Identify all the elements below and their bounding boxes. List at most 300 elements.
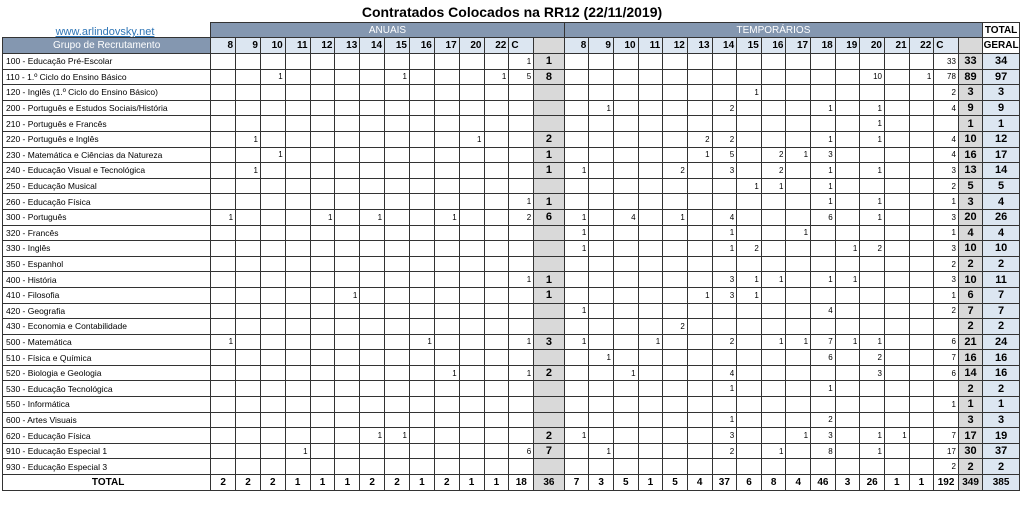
temporarios-cell: 1 [934, 287, 959, 303]
anuais-cell [434, 163, 459, 179]
anuais-total: 1 [459, 475, 484, 491]
temporarios-cell [786, 100, 811, 116]
temporarios-cell [687, 85, 712, 101]
anuais-cell [459, 241, 484, 257]
anuais-cell [459, 303, 484, 319]
temporarios-cell [613, 69, 638, 85]
anuais-cell [211, 54, 236, 70]
temporarios-cell [663, 131, 688, 147]
temporarios-cell [613, 116, 638, 132]
anuais-cell [260, 194, 285, 210]
anuais-cell [310, 428, 335, 444]
anuais-cell [360, 256, 385, 272]
temporarios-cell [909, 178, 934, 194]
temporarios-cell [687, 350, 712, 366]
temporarios-cell [835, 100, 860, 116]
anuais-cell [409, 256, 434, 272]
temporarios-cell [811, 319, 836, 335]
temporarios-cell [737, 334, 762, 350]
temporarios-cell [638, 459, 663, 475]
row-total: 26 [983, 209, 1020, 225]
temporarios-cell [909, 225, 934, 241]
temporarios-cell: 1 [885, 428, 910, 444]
table-row [3, 209, 1020, 225]
anuais-cell [310, 303, 335, 319]
row-total: 4 [983, 194, 1020, 210]
temporarios-cell [663, 381, 688, 397]
table-row [3, 69, 1020, 85]
anuais-cell [236, 100, 261, 116]
temporarios-cell [811, 116, 836, 132]
anuais-cell [409, 116, 434, 132]
anuais-subtotal: 1 [534, 194, 564, 210]
anuais-cell [285, 428, 310, 444]
total-header: TOTAL [983, 23, 1020, 38]
temporarios-cell [589, 241, 614, 257]
temporarios-cell [663, 459, 688, 475]
anuais-cell: 1 [409, 334, 434, 350]
anuais-cell [484, 459, 509, 475]
temporarios-cell: 1 [835, 272, 860, 288]
anuais-cell [211, 131, 236, 147]
temporarios-subtotal: 16 [958, 147, 982, 163]
temporarios-cell [613, 397, 638, 413]
temporarios-cell [761, 194, 786, 210]
temporarios-subtotal: 10 [958, 131, 982, 147]
anuais-cell [484, 319, 509, 335]
temporarios-cell [835, 131, 860, 147]
temporarios-cell [860, 412, 885, 428]
anuais-cell [335, 69, 360, 85]
anuais-cell [236, 365, 261, 381]
temporarios-cell: 3 [934, 241, 959, 257]
temporarios-cell [564, 85, 589, 101]
temporarios-cell [909, 350, 934, 366]
anuais-cell [211, 443, 236, 459]
temporarios-cell [786, 241, 811, 257]
anuais-cell [335, 225, 360, 241]
temporarios-cell: 78 [934, 69, 959, 85]
anuais-cell [459, 209, 484, 225]
row-total: 97 [983, 69, 1020, 85]
anuais-cell [459, 334, 484, 350]
anuais-cell [285, 147, 310, 163]
temporarios-cell [885, 334, 910, 350]
website-link[interactable]: www.arlindovsky.net [55, 26, 155, 38]
temporarios-cell [909, 131, 934, 147]
header-band-row [3, 23, 1020, 38]
temporarios-cell [687, 163, 712, 179]
temporarios-cell [687, 397, 712, 413]
temporarios-cell [835, 69, 860, 85]
temporarios-cell [687, 241, 712, 257]
anuais-cell [509, 287, 534, 303]
anuais-cell [434, 319, 459, 335]
anuais-cell [509, 163, 534, 179]
temporarios-cell [811, 54, 836, 70]
anuais-cell [310, 412, 335, 428]
temporarios-subtotal: 3 [958, 85, 982, 101]
anuais-cell [360, 131, 385, 147]
table-row [3, 241, 1020, 257]
temporarios-cell [638, 116, 663, 132]
anuais-cell [409, 209, 434, 225]
temporarios-subtotal: 2 [958, 319, 982, 335]
temporarios-cell [761, 69, 786, 85]
anuais-cell [335, 334, 360, 350]
temporarios-subtotal: 33 [958, 54, 982, 70]
temporarios-cell [638, 365, 663, 381]
temporarios-cell [909, 412, 934, 428]
anuais-cell [211, 381, 236, 397]
anuais-cell [285, 69, 310, 85]
temporarios-cell [687, 412, 712, 428]
temporarios-cell [638, 319, 663, 335]
temporarios-cell [589, 209, 614, 225]
table-row [3, 334, 1020, 350]
temporarios-cell [909, 54, 934, 70]
temporarios-cell [589, 163, 614, 179]
anuais-cell [360, 225, 385, 241]
anuais-cell [335, 163, 360, 179]
table-row [3, 428, 1020, 444]
temporarios-cell [909, 428, 934, 444]
anuais-cell [459, 397, 484, 413]
temporarios-cell [811, 256, 836, 272]
temporarios-cell [737, 412, 762, 428]
group-name: 330 - Inglês [3, 241, 211, 257]
temporarios-cell [885, 54, 910, 70]
row-total: 7 [983, 287, 1020, 303]
geral-header: GERAL [983, 38, 1020, 54]
anuais-subtotal [534, 85, 564, 101]
anuais-cell [385, 319, 410, 335]
anuais-cell [260, 443, 285, 459]
table-row [3, 443, 1020, 459]
temporarios-cell [712, 459, 737, 475]
row-total: 2 [983, 319, 1020, 335]
anuais-cell: 1 [211, 334, 236, 350]
temporarios-cell: 5 [712, 147, 737, 163]
anuais-cell [236, 381, 261, 397]
temporarios-cell [564, 131, 589, 147]
anuais-cell [409, 85, 434, 101]
temporarios-subtotal: 3 [958, 194, 982, 210]
temporarios-cell [737, 350, 762, 366]
group-name: 240 - Educação Visual e Tecnológica [3, 163, 211, 179]
anuais-cell [385, 163, 410, 179]
temporarios-total: 46 [811, 475, 836, 491]
anuais-cell [484, 397, 509, 413]
anuais-cell [236, 397, 261, 413]
anuais-cell [459, 163, 484, 179]
temporarios-cell [737, 194, 762, 210]
group-name: 210 - Português e Francês [3, 116, 211, 132]
temporarios-cell [638, 85, 663, 101]
anuais-cell [236, 350, 261, 366]
anuais-cell [211, 116, 236, 132]
temporarios-col-header: 16 [761, 38, 786, 54]
group-name: 520 - Biologia e Geologia [3, 365, 211, 381]
temporarios-cell [835, 459, 860, 475]
temporarios-cell [638, 381, 663, 397]
anuais-cell [484, 350, 509, 366]
anuais-col-header: 13 [335, 38, 360, 54]
anuais-cell [310, 397, 335, 413]
temporarios-cell [737, 116, 762, 132]
anuais-col-header: C [509, 38, 534, 54]
anuais-cell: 1 [236, 163, 261, 179]
anuais-cell [360, 178, 385, 194]
temporarios-cell: 1 [811, 163, 836, 179]
anuais-cell [236, 69, 261, 85]
anuais-cell [335, 85, 360, 101]
anuais-subtotal: 2 [534, 131, 564, 147]
temporarios-cell [589, 303, 614, 319]
row-total: 2 [983, 256, 1020, 272]
temporarios-cell [564, 54, 589, 70]
table-row [3, 365, 1020, 381]
row-total: 2 [983, 381, 1020, 397]
anuais-cell [484, 412, 509, 428]
temporarios-col-header: 15 [737, 38, 762, 54]
anuais-cell [260, 85, 285, 101]
row-total: 17 [983, 147, 1020, 163]
temporarios-cell [564, 147, 589, 163]
temporarios-cell [786, 365, 811, 381]
temporarios-cell [589, 334, 614, 350]
temporarios-cell [712, 319, 737, 335]
table-row [3, 287, 1020, 303]
anuais-total: 2 [260, 475, 285, 491]
table-row [3, 303, 1020, 319]
anuais-cell [484, 428, 509, 444]
temporarios-total: 3 [835, 475, 860, 491]
anuais-cell [434, 428, 459, 444]
temporarios-subtotal: 17 [958, 428, 982, 444]
anuais-cell [409, 412, 434, 428]
totals-row [3, 475, 1020, 491]
temporarios-cell [786, 272, 811, 288]
anuais-cell: 1 [484, 69, 509, 85]
temporarios-cell [589, 412, 614, 428]
anuais-cell [459, 287, 484, 303]
temporarios-cell: 3 [934, 272, 959, 288]
table-row [3, 147, 1020, 163]
temporarios-cell [638, 443, 663, 459]
anuais-cell [285, 350, 310, 366]
temporarios-cell [860, 397, 885, 413]
anuais-cell [211, 272, 236, 288]
group-name: 400 - História [3, 272, 211, 288]
temporarios-cell [786, 116, 811, 132]
anuais-cell [285, 256, 310, 272]
temporarios-cell [613, 54, 638, 70]
anuais-cell [236, 116, 261, 132]
temporarios-cell [589, 69, 614, 85]
temporarios-cell: 1 [761, 272, 786, 288]
anuais-subtotal: 3 [534, 334, 564, 350]
anuais-cell [360, 350, 385, 366]
anuais-total: 1 [484, 475, 509, 491]
row-total: 5 [983, 178, 1020, 194]
temporarios-cell [835, 147, 860, 163]
temporarios-col-header: 18 [811, 38, 836, 54]
temporarios-cell [909, 209, 934, 225]
temporarios-cell: 7 [934, 428, 959, 444]
temporarios-total: 5 [663, 475, 688, 491]
anuais-cell [434, 272, 459, 288]
anuais-cell [360, 69, 385, 85]
temporarios-cell [885, 303, 910, 319]
anuais-cell [385, 397, 410, 413]
temporarios-cell [712, 303, 737, 319]
temporarios-cell [589, 131, 614, 147]
group-name: 420 - Geografia [3, 303, 211, 319]
temporarios-cell [564, 116, 589, 132]
temporarios-cell [663, 100, 688, 116]
temporarios-cell: 1 [860, 209, 885, 225]
anuais-cell [211, 397, 236, 413]
temporarios-cell [835, 116, 860, 132]
temporarios-cell [564, 287, 589, 303]
temporarios-cell [663, 287, 688, 303]
anuais-cell [509, 241, 534, 257]
anuais-subtotal [534, 397, 564, 413]
temporarios-total: 7 [564, 475, 589, 491]
temporarios-cell [934, 319, 959, 335]
anuais-cell: 1 [509, 272, 534, 288]
anuais-cell [236, 459, 261, 475]
anuais-cell: 2 [509, 209, 534, 225]
temporarios-cell [613, 100, 638, 116]
temporarios-cell [909, 147, 934, 163]
temporarios-subtotal: 5 [958, 178, 982, 194]
header-blank-cell [3, 23, 211, 38]
temporarios-cell [638, 303, 663, 319]
temporarios-subtotal: 13 [958, 163, 982, 179]
row-total: 4 [983, 225, 1020, 241]
anuais-cell [236, 147, 261, 163]
temporarios-cell [934, 116, 959, 132]
temporarios-cell: 1 [687, 287, 712, 303]
anuais-cell [211, 100, 236, 116]
table-row [3, 178, 1020, 194]
anuais-cell [260, 272, 285, 288]
temporarios-col-header: 19 [835, 38, 860, 54]
anuais-cell [211, 147, 236, 163]
anuais-cell [409, 241, 434, 257]
anuais-cell [335, 397, 360, 413]
anuais-cell [409, 319, 434, 335]
temporarios-cell [613, 256, 638, 272]
anuais-col-header: 12 [310, 38, 335, 54]
group-name: 910 - Educação Especial 1 [3, 443, 211, 459]
temporarios-cell [909, 287, 934, 303]
temporarios-cell: 1 [712, 225, 737, 241]
temporarios-cell: 2 [934, 256, 959, 272]
temporarios-cell [663, 225, 688, 241]
anuais-cell [285, 209, 310, 225]
temporarios-cell [638, 131, 663, 147]
row-total: 37 [983, 443, 1020, 459]
temporarios-total: 1 [638, 475, 663, 491]
temporarios-cell [761, 100, 786, 116]
anuais-subtotal: 2 [534, 365, 564, 381]
temporarios-cell: 3 [811, 147, 836, 163]
temporarios-cell [885, 256, 910, 272]
temporarios-cell [613, 85, 638, 101]
anuais-cell [434, 100, 459, 116]
table-row [3, 412, 1020, 428]
anuais-cell [310, 225, 335, 241]
anuais-cell [434, 412, 459, 428]
anuais-cell [310, 350, 335, 366]
anuais-cell [310, 256, 335, 272]
temporarios-subtotal: 2 [958, 381, 982, 397]
temporarios-cell [663, 443, 688, 459]
temporarios-cell: 8 [811, 443, 836, 459]
temporarios-cell [638, 428, 663, 444]
anuais-cell [409, 54, 434, 70]
temporarios-cell [687, 100, 712, 116]
table-row [3, 85, 1020, 101]
temporarios-cell [909, 397, 934, 413]
temporarios-cell [835, 209, 860, 225]
temporarios-cell [687, 443, 712, 459]
anuais-cell [509, 178, 534, 194]
anuais-cell [360, 334, 385, 350]
anuais-cell [260, 334, 285, 350]
table-row [3, 319, 1020, 335]
anuais-cell: 1 [509, 365, 534, 381]
anuais-cell [260, 241, 285, 257]
anuais-cell [385, 147, 410, 163]
temporarios-cell [687, 256, 712, 272]
group-name: 230 - Matemática e Ciências da Natureza [3, 147, 211, 163]
temporarios-cell: 6 [934, 365, 959, 381]
anuais-cell [285, 241, 310, 257]
anuais-cell [484, 116, 509, 132]
anuais-cell [434, 147, 459, 163]
temporarios-col-header: 10 [613, 38, 638, 54]
temporarios-total: 37 [712, 475, 737, 491]
anuais-cell [509, 428, 534, 444]
temporarios-cell [761, 412, 786, 428]
anuais-cell [211, 225, 236, 241]
anuais-cell [335, 412, 360, 428]
temporarios-cell [761, 256, 786, 272]
anuais-cell: 1 [236, 131, 261, 147]
anuais-cell [360, 163, 385, 179]
row-total: 14 [983, 163, 1020, 179]
temporarios-cell [737, 209, 762, 225]
temporarios-cell [663, 303, 688, 319]
temporarios-cell [589, 381, 614, 397]
temporarios-cell [885, 85, 910, 101]
temporarios-cell: 1 [860, 131, 885, 147]
temporarios-cell: 1 [835, 334, 860, 350]
temporarios-cell [712, 397, 737, 413]
anuais-cell [310, 131, 335, 147]
anuais-total: 2 [236, 475, 261, 491]
temporarios-cell [811, 287, 836, 303]
anuais-cell [459, 69, 484, 85]
anuais-cell [409, 163, 434, 179]
anuais-cell [409, 272, 434, 288]
anuais-subtotal: 1 [534, 163, 564, 179]
temporarios-cell [663, 334, 688, 350]
